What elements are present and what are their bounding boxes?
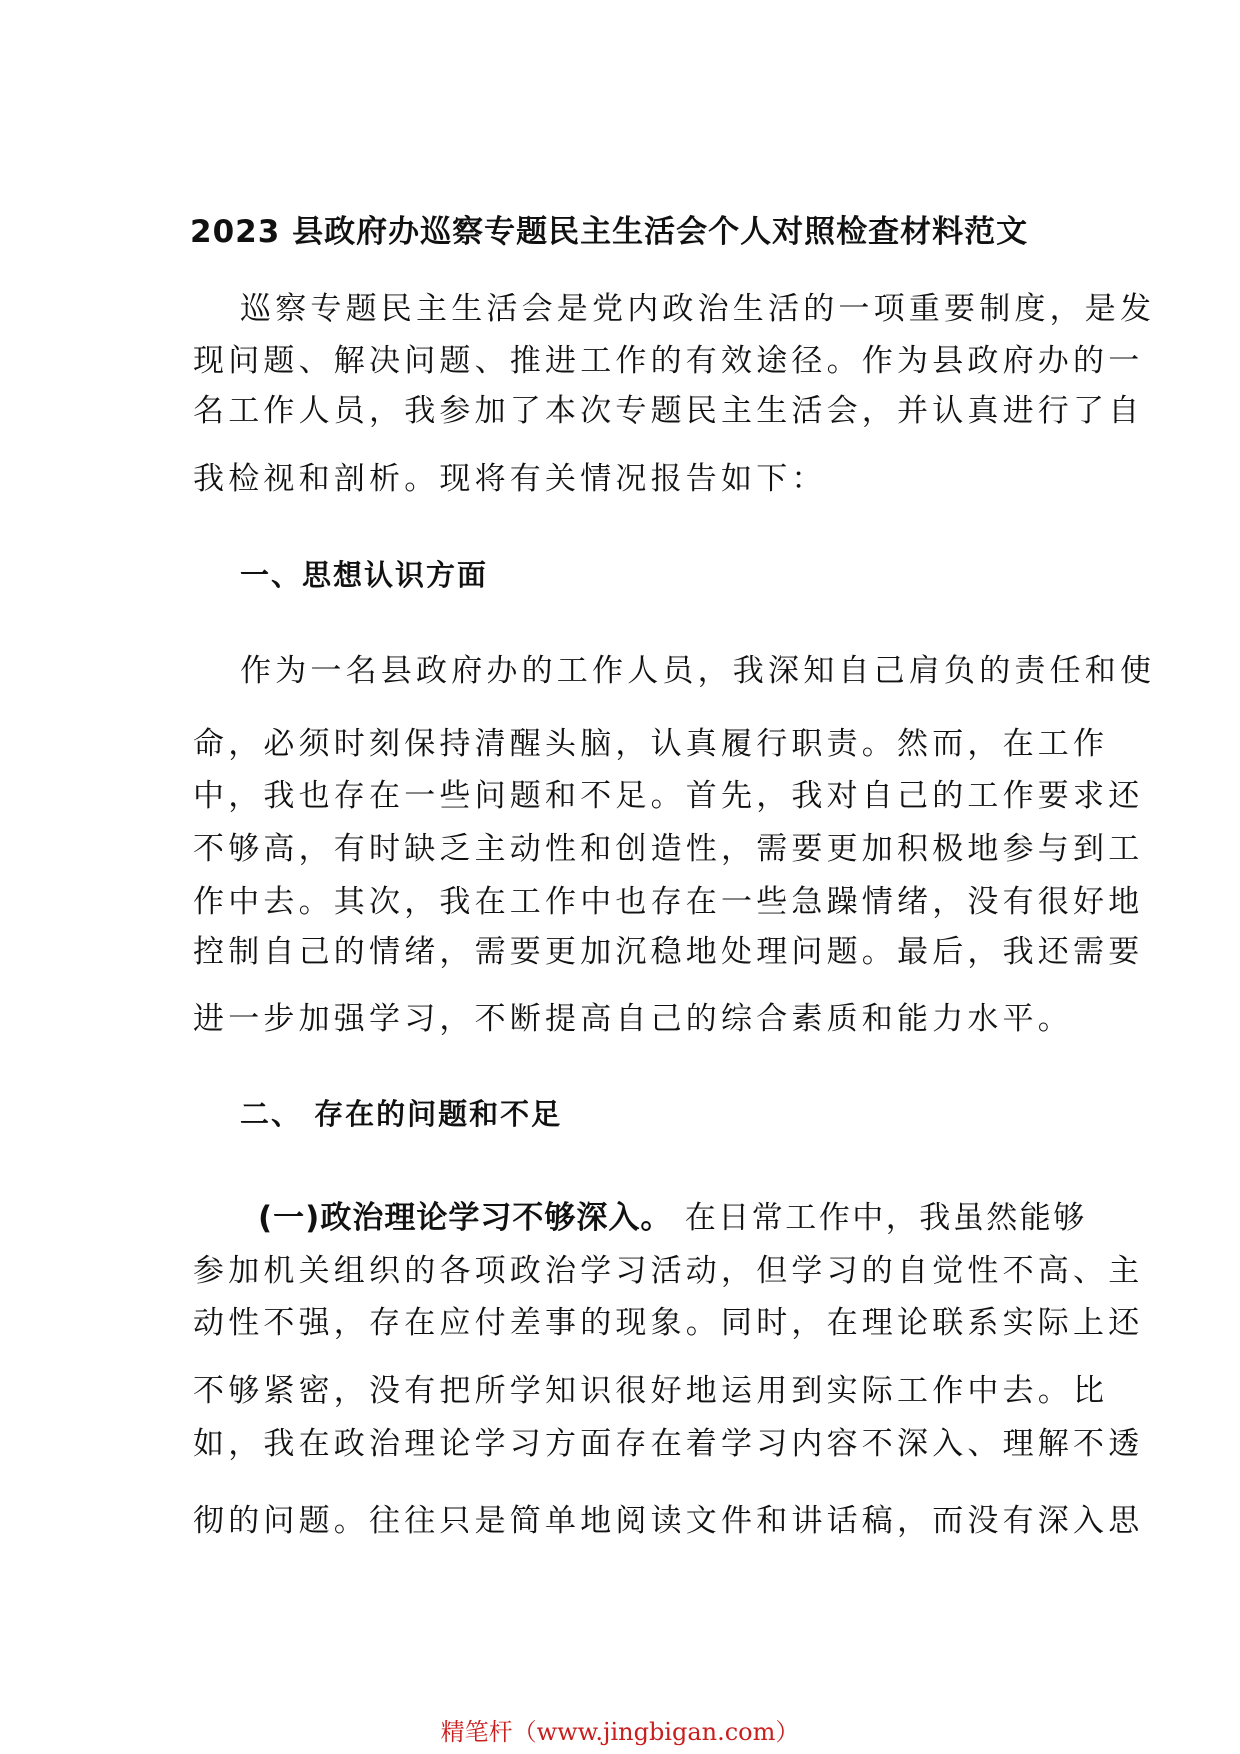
section1-line: 中，我也存在一些问题和不足。首先，我对自己的工作要求还 — [193, 778, 1144, 814]
section2-line: 彻的问题。往往只是简单地阅读文件和讲话稿，而没有深入思 — [193, 1503, 1144, 1539]
section-heading-1: 一、思想认识方面 — [240, 558, 489, 592]
subsection-first-line — [258, 1192, 1087, 1237]
footer-watermark: 精笔杆（www.jingbigan.com） — [440, 1718, 800, 1746]
intro-line: 我检视和剖析。现将有关情况报告如下： — [193, 461, 827, 497]
section2-line: 不够紧密，没有把所学知识很好地运用到实际工作中去。比 — [193, 1373, 1109, 1409]
section2-line: 如，我在政治理论学习方面存在着学习内容不深入、理解不透 — [193, 1426, 1144, 1462]
section1-line: 进一步加强学习，不断提高自己的综合素质和能力水平。 — [193, 1001, 1073, 1037]
section1-line: 命，必须时刻保持清醒头脑，认真履行职责。然而，在工作 — [193, 726, 1109, 762]
section1-line: 作中去。其次，我在工作中也存在一些急躁情绪，没有很好地 — [193, 884, 1144, 920]
section1-line: 控制自己的情绪，需要更加沉稳地处理问题。最后，我还需要 — [193, 934, 1144, 970]
section2-line: 参加机关组织的各项政治学习活动，但学习的自觉性不高、主 — [193, 1253, 1144, 1289]
section1-line: 作为一名县政府办的工作人员，我深知自己肩负的责任和使 — [240, 653, 1156, 689]
subsection-first-text: 在日常工作中，我虽然能够 — [672, 1200, 1087, 1236]
section2-line: 动性不强，存在应付差事的现象。同时，在理论联系实际上还 — [193, 1305, 1144, 1341]
intro-line: 名工作人员，我参加了本次专题民主生活会，并认真进行了自 — [193, 393, 1144, 429]
section-heading-2: 二、 存在的问题和不足 — [240, 1097, 563, 1131]
subsection-label: (一)政治理论学习不够深入。 — [258, 1200, 673, 1236]
intro-line: 巡察专题民主生活会是党内政治生活的一项重要制度，是发 — [240, 291, 1156, 327]
document-title: 2023 县政府办巡察专题民主生活会个人对照检查材料范文 — [190, 214, 1029, 250]
section1-line: 不够高，有时缺乏主动性和创造性，需要更加积极地参与到工 — [193, 831, 1144, 867]
intro-line: 现问题、解决问题、推进工作的有效途径。作为县政府办的一 — [193, 343, 1144, 379]
